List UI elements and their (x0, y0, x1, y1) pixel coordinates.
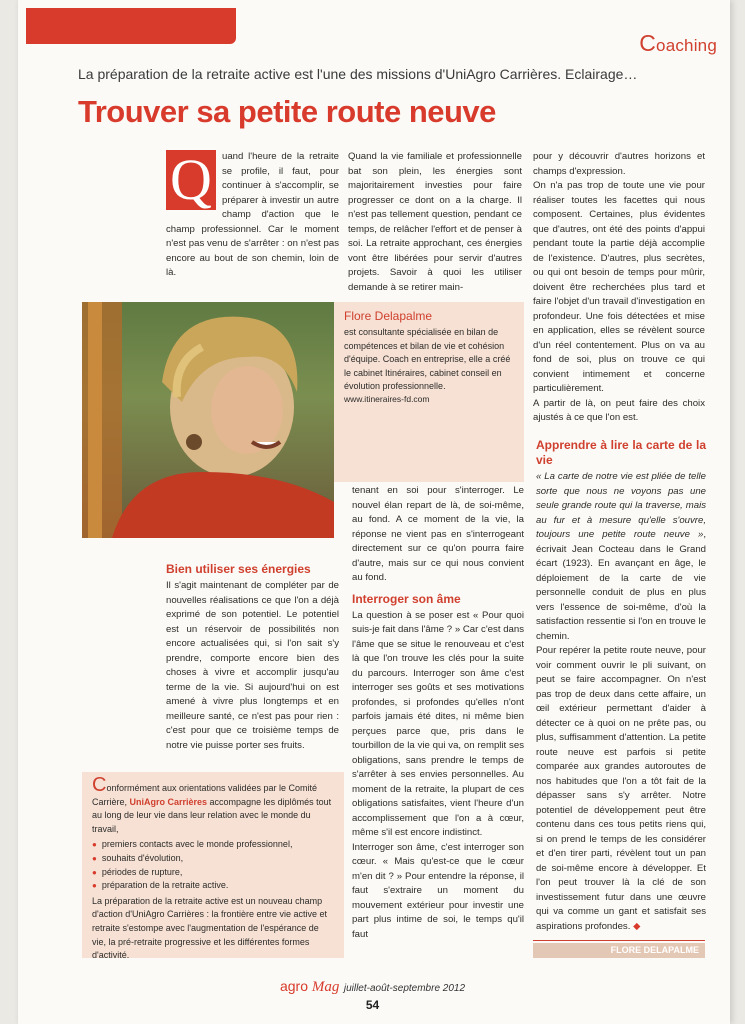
list-item: ● périodes de rupture, (92, 866, 334, 880)
author-info-box (334, 302, 524, 482)
paragraph: On n'a pas trop de toute une vie pour réaliser toutes les facettes qui nous composent. Certaines, plus évidentes que d'autres, ont été des points d'appui pendant toute la partie déjà accomplie de l'existence. D'autres, plus secrètes, ou qui ont besoin de temps pour mûrir, doivent être recherchées plus tard et faire l'objet d'un travail d'investigation en profondeur. Une fois détectées et mise en application, elles se révèlent source d'un réel contentement. Plus on va au fond de soi, plus on trouve ce qui convient intimement et concerne particulièrement. (533, 180, 705, 394)
paragraph: pour y découvrir d'autres horizons et champs d'expression. (533, 151, 705, 177)
brand-name: UniAgro Carrières (129, 796, 208, 807)
cocteau-quote: « La carte de notre vie est pliée de telle sorte que nous ne voyons pas une seule grande route qui la traverse, mais au fur et à mesure qu'elle s'ouvre, toujours une petite route neuve » (536, 471, 706, 540)
paragraph: tenant en soi pour s'interroger. Le nouvel élan repart de là, de soi-même, au fond. A ce moment de la vie, la réponse ne vient pas en s'interrogeant directement sur ce qu'on pourra faire d'autre, mais sur ce qui nous convient au fond. (352, 485, 524, 583)
box-text-a: onformément aux orientations validées par le Comité Carrière, (92, 783, 318, 807)
list-item: ● souhaits d'évolution, (92, 852, 334, 866)
paragraph: uand l'heure de la retraite se profile, il faut, pour continuer à s'accomplir, se préparer à investir un autre champ d'action que le champ professionnel. Car le moment n'est pas venu de s'arrêter : on n'est pas encore au bout de son chemin, loin de là. (166, 151, 339, 278)
magazine-name-a: agro (279, 978, 308, 994)
section-heading: Interroger son âme (352, 591, 461, 606)
magazine-name (280, 978, 339, 994)
column-3-top (533, 150, 705, 426)
author-website-link[interactable]: www.itineraires-fd.com (344, 394, 430, 405)
rubric-initial: C (639, 30, 657, 56)
list-item: ● préparation de la retraite active. (92, 879, 334, 893)
dropcap: Q (166, 150, 216, 210)
magazine-name-b: Mag (311, 979, 340, 995)
portrait-photo (82, 302, 334, 538)
section-rubric (639, 30, 717, 57)
paragraph: La question à se poser est « Pour quoi suis-je fait dans l'âme ? » Car c'est dans l'âme que se situe le renouveau et c'est là que l'on trouve les clés pour la suite du parcours. Interroger son âme c'est interroger ses goûts et ses motivations profondes, si profondes qu'elles n'ont parfois jamais été dites, ni même bien perçues parce que, pris dans le tourbillon de la vie qui va, on remplit ses obligations, sans prendre le temps de s'arrêter à ses envies personnelles. Au moment de la retraite, la plupart de ces obligations satisfaites, vient l'heure d'un accomplissement que l'on a à cœur, même s'il est encore indistinct. (352, 609, 524, 838)
uniagro-box (82, 772, 344, 961)
column-1-top (166, 147, 339, 281)
author-bio: est consultante spécialisée en bilan de compétences et bilan de vie et cohésion d'équipe. Coach en entreprise, elle a créé le cabinet Itinéraires, cabinet conseil en évolution professionnelle. (344, 327, 511, 392)
author-signature-bar: FLORE DELAPALME (533, 943, 705, 958)
paragraph (536, 470, 706, 644)
paragraph: Interroger son âme, c'est interroger son cœur. « Mais qu'est-ce que le cœur m'en dit ? » Pour entendre la réponse, il faut s'extraire un moment du mouvement extérieur pour investir une part plus intime de soi, le temps qu'il faut (352, 841, 524, 940)
intro-line: La préparation de la retraite active est l'une des missions d'UniAgro Carrières. Eclairage… (78, 66, 638, 82)
issue-date: juillet-août-septembre 2012 (343, 983, 466, 994)
article-headline: Trouver sa petite route neuve (78, 94, 496, 129)
page-footer (0, 978, 745, 1012)
box-paragraph: La préparation de la retraite active est un nouveau champ d'action d'UniAgro Carrières : la frontière entre vie active et retraite s'estompe avec l'augmentation de l'espérance de vie, la pré-retraite progressive et les différentes formes d'activité. (92, 895, 328, 961)
list-item: ● premiers contacts avec le monde professionnel, (92, 838, 334, 852)
column-3-middle (536, 432, 706, 934)
column-2-top (348, 150, 522, 295)
portrait-illustration (82, 302, 334, 538)
column-1-middle (166, 556, 339, 753)
author-name: Flore Delapalme (344, 309, 433, 323)
box-paragraph (92, 774, 334, 836)
paragraph: Quand la vie familiale et professionnelle bat son plein, les énergies sont majoritairement investies pour faire progresser ce dont on a la charge. Il n'est pas tellement question, pendant ce temps, de relâcher l'effort et de penser à soi. La retraite approchant, ces énergies vont être libérées pour servir d'autres projets. Savoir à quoi les utiliser demande à se retirer main- (348, 151, 522, 293)
paragraph-text: Pour repérer la petite route neuve, pour voir comment ouvrir le pli suivant, on peut se faire accompagner. On n'est pas trop de deux dans cette affaire, un œil extérieur permettant d'aider à détecter ce à quoi on ne prête pas, ou plus, suffisamment d'attention. La petite route neuve est parfois si petite comparée aux grandes autoroutes de nos habitudes que l'on a tôt fait de la dépasser sans s'y arrêter. Notre potentiel de développement peut être contenu dans ces tous petits riens qui, si on prend le temps de les considérer et d'en tirer parti, révèlent tout un pan de soi-même encore à développer. Et l'on peut trouver là la clé de son investissement futur dans une œuvre qui va comme un gant et satisfait ses aspirations profondes. (536, 645, 706, 932)
paragraph (536, 644, 706, 934)
section-heading: Apprendre à lire la carte de la vie (536, 438, 706, 467)
rubric-rest: oaching (656, 36, 717, 55)
column-2-middle (352, 484, 524, 942)
end-mark-icon: ◆ (633, 920, 641, 932)
box-text-b: accompagne les diplômés tout au long de leur vie dans leur relation avec le monde du travail, (92, 796, 332, 834)
quote-attribution: , écrivait Jean Cocteau dans le Grand écart (1923). En avançant en âge, le déploiement de la carte de vie personnelle conduit de plus en plus vers l'essence de soi-même, d'où la satisfaction ressentie si l'on en trouve le chemin. (536, 529, 706, 642)
divider (533, 940, 705, 941)
top-red-banner (26, 8, 236, 44)
box-initial: C (92, 774, 107, 796)
box-list (92, 838, 334, 892)
paragraph: Il s'agit maintenant de compléter par de nouvelles réalisations ce que l'on a déjà exprimé de son potentiel. Le potentiel est un réservoir de possibilités non encore actualisées qui, si l'on sait s'y prendre, comporte encore bien des choses à vivre et accomplir jusqu'au terme de la vie. Si aujourd'hui on est amené à vivre plus longtemps et en meilleure santé, ce n'est pas pour rien : c'est pour que ce troisième temps de notre vie puisse porter ses fruits. (166, 580, 339, 751)
paragraph: A partir de là, on peut faire des choix ajustés à ce que l'on est. (533, 397, 705, 423)
page-number: 54 (365, 998, 380, 1012)
section-heading: Bien utiliser ses énergies (166, 562, 311, 576)
